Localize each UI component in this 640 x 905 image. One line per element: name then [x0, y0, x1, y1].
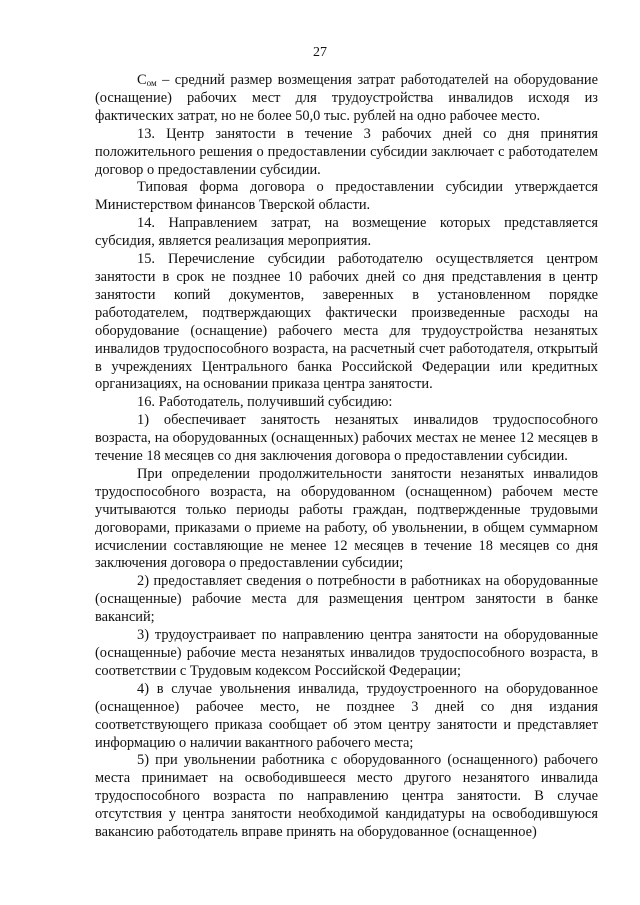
- paragraph-16-item-5: 5) при увольнении работника с оборудованного (оснащенного) рабочего места принимает на освободившееся место другого незанятого инвалида трудоспособного возраста по направлению центра занятости. В случае отсутствия у центра занятости необходимой кандидатуры на освободившуюся вакансию работодатель вправе принять на оборудованное (оснащенное): [95, 752, 598, 841]
- paragraph-16-item-2: 2) предоставляет сведения о потребности в работниках на оборудованные (оснащенные) рабочие места для размещения центром занятости в банке вакансий;: [95, 573, 598, 626]
- paragraph-16: 16. Работодатель, получивший субсидию:: [137, 394, 393, 411]
- paragraph-16-item-4: 4) в случае увольнения инвалида, трудоустроенного на оборудованное (оснащенное) рабочее место, не позднее 3 дней со дня издания соответствующего приказа сообщает об этом центру занятости и представляет информацию о наличии вакантного рабочего места;: [95, 680, 598, 751]
- paragraph-definition: [95, 72, 598, 126]
- definition-text: – средний размер возмещения затрат работодателей на оборудование (оснащение) рабочих мест для трудоустройства инвалидов исходя из фактических затрат, но не более 50,0 тыс. рублей на одно рабочее место.: [95, 72, 598, 124]
- paragraph-14: 14. Направлением затрат, на возмещение которых представляется субсидия, является реализация мероприятия.: [95, 215, 598, 250]
- page-number: 27: [313, 45, 327, 60]
- formula-symbol: С: [137, 72, 147, 88]
- paragraph-contract-form: Типовая форма договора о предоставлении субсидии утверждается Министерством финансов Тверской области.: [95, 179, 598, 214]
- document-body: [95, 72, 598, 842]
- paragraph-employment-duration: При определении продолжительности занятости незанятых инвалидов трудоспособного возраста, на оборудованном (оснащенном) рабочем месте учитываются только периоды работы граждан, подтвержденные трудовыми договорами, приказами о приеме на работу, об увольнении, в общем суммарном исчислении составляющие не менее 12 месяцев в течение 18 месяцев со дня заключения договора о предоставлении субсидии;: [95, 465, 598, 572]
- paragraph-16-item-3: 3) трудоустраивает по направлению центра занятости на оборудованные (оснащенные) рабочие места незанятых инвалидов трудоспособного возраста, в соответствии с Трудовым кодексом Российской Федерации;: [95, 627, 598, 679]
- paragraph-15: 15. Перечисление субсидии работодателю осуществляется центром занятости в срок не позднее 10 рабочих дней со дня представления в центр занятости копий документов, заверенных в установленном порядке работодателем, подтверждающих фактически произведенные расходы на оборудование (оснащение) рабочего места для трудоустройства незанятых инвалидов трудоспособного возраста, на расчетный счет работодателя, открытый в учреждениях Центрального банка Российской Федерации или кредитных организациях, на основании приказа центра занятости.: [95, 251, 598, 393]
- formula-subscript: ом: [146, 78, 157, 88]
- paragraph-16-item-1: 1) обеспечивает занятость незанятых инвалидов трудоспособного возраста, на оборудованных (оснащенных) рабочих местах не менее 12 месяцев в течение 18 месяцев со дня заключения договора о предоставлении субсидии.: [95, 412, 598, 465]
- paragraph-13: 13. Центр занятости в течение 3 рабочих дней со дня принятия положительного решения о предоставлении субсидии заключает с работодателем договор о предоставлении субсидии.: [95, 125, 598, 178]
